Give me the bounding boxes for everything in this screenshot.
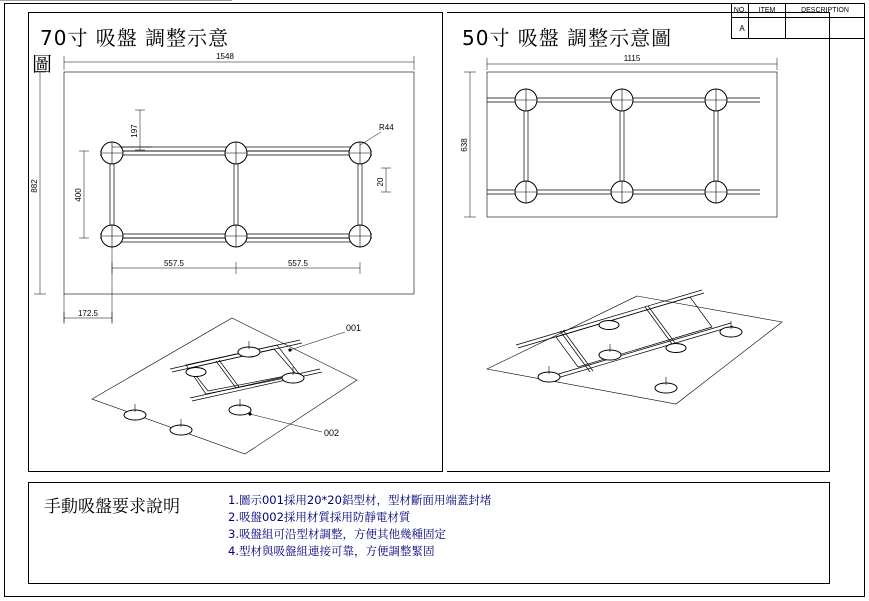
dimension-50-width [487,54,777,70]
title-block-col-description: DESCRIPTION [801,7,849,14]
callout-002 [248,412,339,438]
dim-label-r44: R44 [379,123,394,132]
iso-view-50inch [487,290,782,404]
iso-suction-cups-50inch [538,321,742,394]
dimension-edge-offset [64,247,112,324]
callout-002-label: 002 [324,428,340,438]
note-item-3: 3.吸盤組可沿型材調整，方便其他幾種固定 [228,527,446,541]
dimension-bar-width [376,168,391,192]
note-item-1: 1.圖示001採用20*20鋁型材，型材斷面用端蓋封堵 [228,493,492,507]
dim-label-span-right: 557.5 [287,259,309,268]
note-item-2: 2.吸盤002採用材質採用防靜電材質 [228,510,411,524]
dim-label-172-5: 172.5 [77,309,99,318]
dimension-50-height [460,72,476,217]
callout-001-label: 001 [346,323,362,333]
top-view-70inch [30,52,414,324]
suction-cups-50inch [515,89,727,203]
dim-label-882: 882 [30,179,39,193]
dim-label-1115: 1115 [623,54,641,63]
dim-label-638: 638 [460,138,469,152]
dimension-inner-height [74,151,89,238]
dim-label-400: 400 [74,188,83,202]
dimension-overall-width [64,52,414,70]
callout-001 [288,323,361,352]
panel-50inch-title: 50寸 吸盤 調整示意圖 [462,26,673,50]
dim-label-1548: 1548 [216,52,234,61]
note-item-4: 4.型材與吸盤組連接可靠，方便調整緊固 [228,544,435,558]
dim-label-197: 197 [130,124,139,138]
suction-cups-70inch [101,142,371,247]
panel-70inch-title: 70寸 吸盤 調整示意 [40,26,230,50]
title-block-col-item: ITEM [749,4,786,17]
panel-70inch-title-line2: 圖 [32,52,53,76]
dimension-overall-height [30,72,46,294]
iso-view-70inch [0,0,361,454]
top-view-50inch [460,54,777,217]
revision-triangle-icon: A [739,23,745,33]
notes-heading: 手動吸盤要求說明 [44,497,180,517]
dim-label-span-left: 557.5 [163,259,185,268]
radius-callout [360,123,394,145]
title-block-col-no: NO. [732,4,749,17]
dimension-spans [112,259,360,274]
dim-label-20: 20 [376,177,385,187]
